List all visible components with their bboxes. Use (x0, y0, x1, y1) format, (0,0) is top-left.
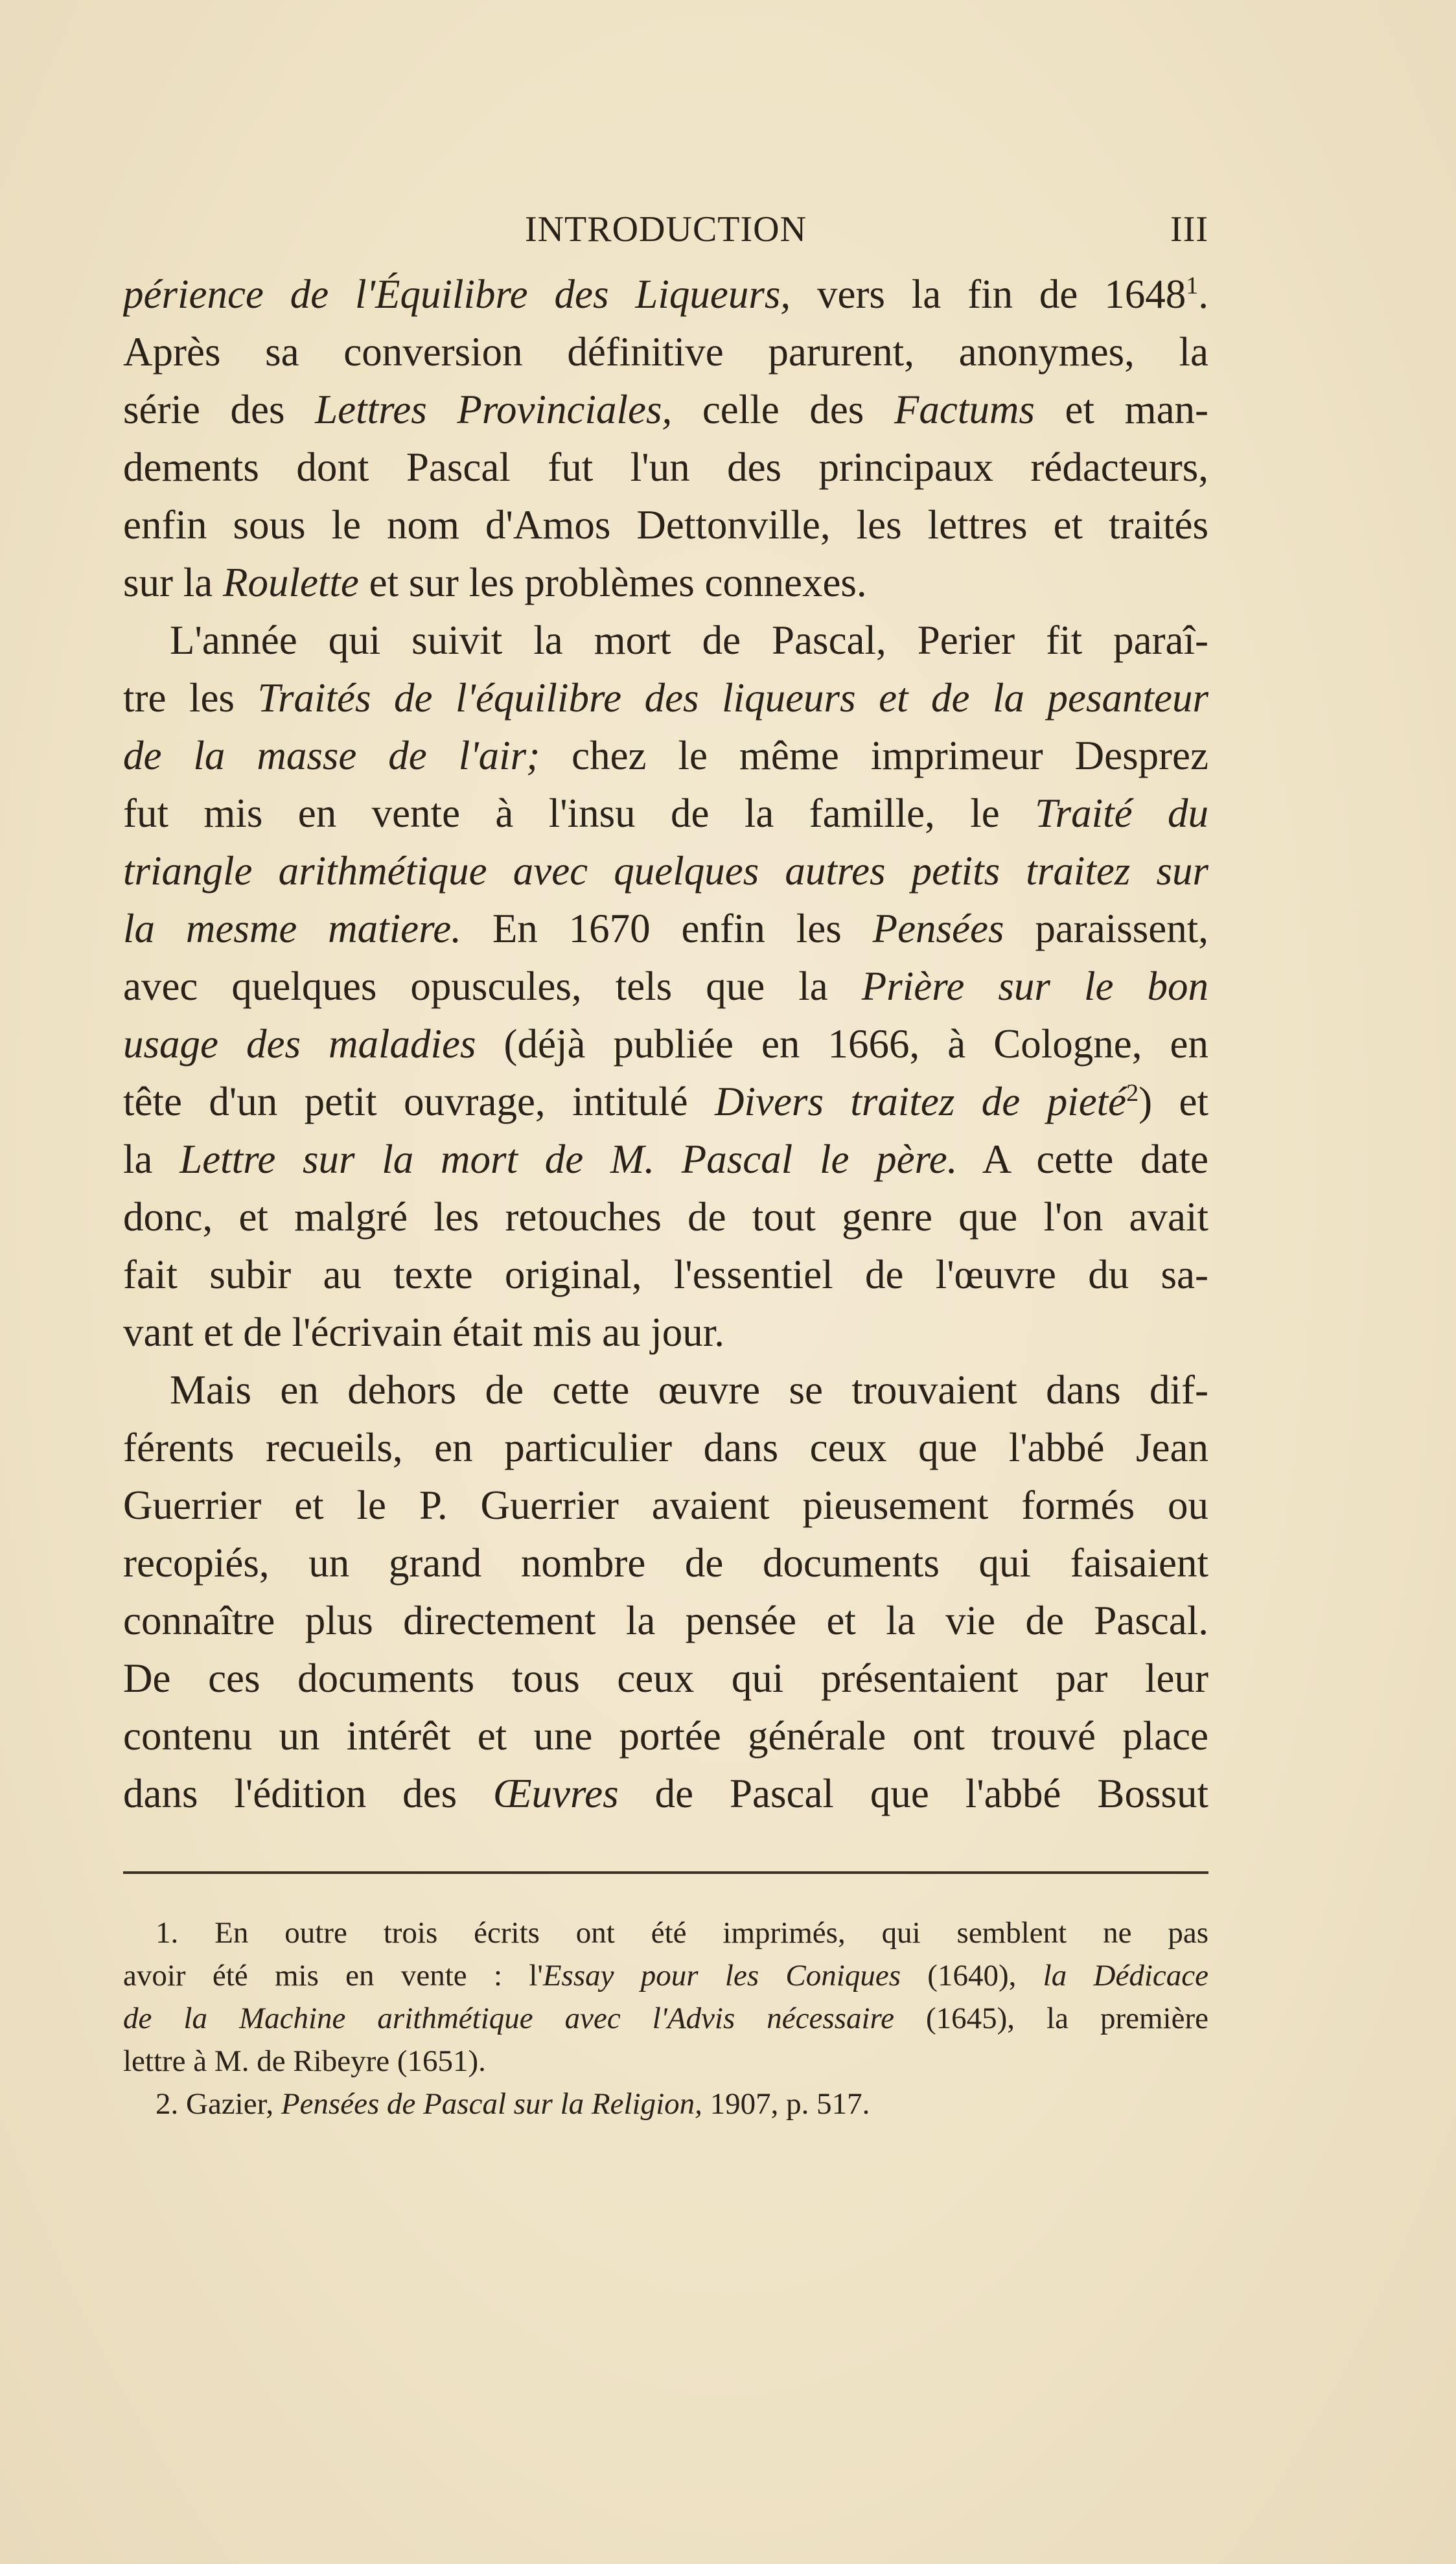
text-line: De ces documents tous ceux qui présentaient par leur (123, 1656, 1208, 1701)
text-line: la Lettre sur la mort de M. Pascal le père. A cette date (123, 1137, 1208, 1182)
footnote-line: 1. En outre trois écrits ont été imprimés, qui semblent ne pas (156, 1916, 1208, 1950)
running-title: INTRODUCTION (524, 209, 807, 249)
text-line: fut mis en vente à l'insu de la famille, le Traité du (123, 791, 1208, 836)
text-line: L'année qui suivit la mort de Pascal, Perier fit paraî- (170, 618, 1208, 663)
text-line: connaître plus directement la pensée et la vie de Pascal. (123, 1598, 1208, 1643)
text-line: Après sa conversion définitive parurent, anonymes, la (123, 329, 1208, 375)
footnote-divider (123, 1871, 1208, 1874)
text-line: donc, et malgré les retouches de tout genre que l'on avait (123, 1194, 1208, 1240)
text-line: avec quelques opuscules, tels que la Prière sur le bon (123, 964, 1208, 1009)
text-line: Mais en dehors de cette œuvre se trouvaient dans dif- (170, 1367, 1208, 1413)
text-line: sur la Roulette et sur les problèmes connexes. (123, 560, 867, 605)
text-line: fait subir au texte original, l'essentiel de l'œuvre du sa- (123, 1252, 1208, 1297)
text-line: tête d'un petit ouvrage, intitulé Divers traitez de pieté$^2$) et (123, 1079, 1208, 1124)
footnotes (123, 1911, 1208, 2125)
text-line: tre les Traités de l'équilibre des liqueurs et de la pesanteur (123, 675, 1208, 721)
text-line: enfin sous le nom d'Amos Dettonville, les lettres et traités (123, 502, 1208, 548)
footnote-line: de la Machine arithmétique avec l'Advis nécessaire (1645), la première (123, 2002, 1208, 2035)
running-head (123, 209, 1208, 254)
text-line: recopiés, un grand nombre de documents qui faisaient (123, 1540, 1208, 1586)
page-number: III (1170, 209, 1208, 249)
footnote-line: avoir été mis en vente : l'Essay pour les Coniques (1640), la Dédicace (123, 1959, 1208, 1992)
text-line: périence de l'Équilibre des Liqueurs, vers la fin de 1648$^1$. (123, 271, 1208, 317)
text-line: la mesme matiere. En 1670 enfin les Pensées paraissent, (123, 906, 1208, 951)
text-line: dans l'édition des Œuvres de Pascal que l'abbé Bossut (123, 1771, 1208, 1816)
text-line: série des Lettres Provinciales, celle des Factums et man- (123, 387, 1208, 432)
footnote-ref: 1 (1186, 272, 1199, 299)
text-line: vant et de l'écrivain était mis au jour. (123, 1310, 725, 1355)
text-line: Guerrier et le P. Guerrier avaient pieusement formés ou (123, 1483, 1208, 1528)
text-line: férents recueils, en particulier dans ceux que l'abbé Jean (123, 1425, 1208, 1470)
text-line: de la masse de l'air; chez le même imprimeur Desprez (123, 733, 1208, 778)
footnote-line: 2. Gazier, Pensées de Pascal sur la Religion, 1907, p. 517. (156, 2087, 870, 2121)
footnote-line: lettre à M. de Ribeyre (1651). (123, 2044, 486, 2078)
body-text (123, 266, 1208, 1823)
text-line: dements dont Pascal fut l'un des principaux rédacteurs, (123, 445, 1208, 490)
text-line: contenu un intérêt et une portée générale ont trouvé place (123, 1713, 1208, 1759)
footnote-ref: 2 (1126, 1080, 1139, 1107)
text-line: triangle arithmétique avec quelques autres petits traitez sur (123, 848, 1208, 894)
text-line: usage des maladies (déjà publiée en 1666, à Cologne, en (123, 1021, 1208, 1067)
